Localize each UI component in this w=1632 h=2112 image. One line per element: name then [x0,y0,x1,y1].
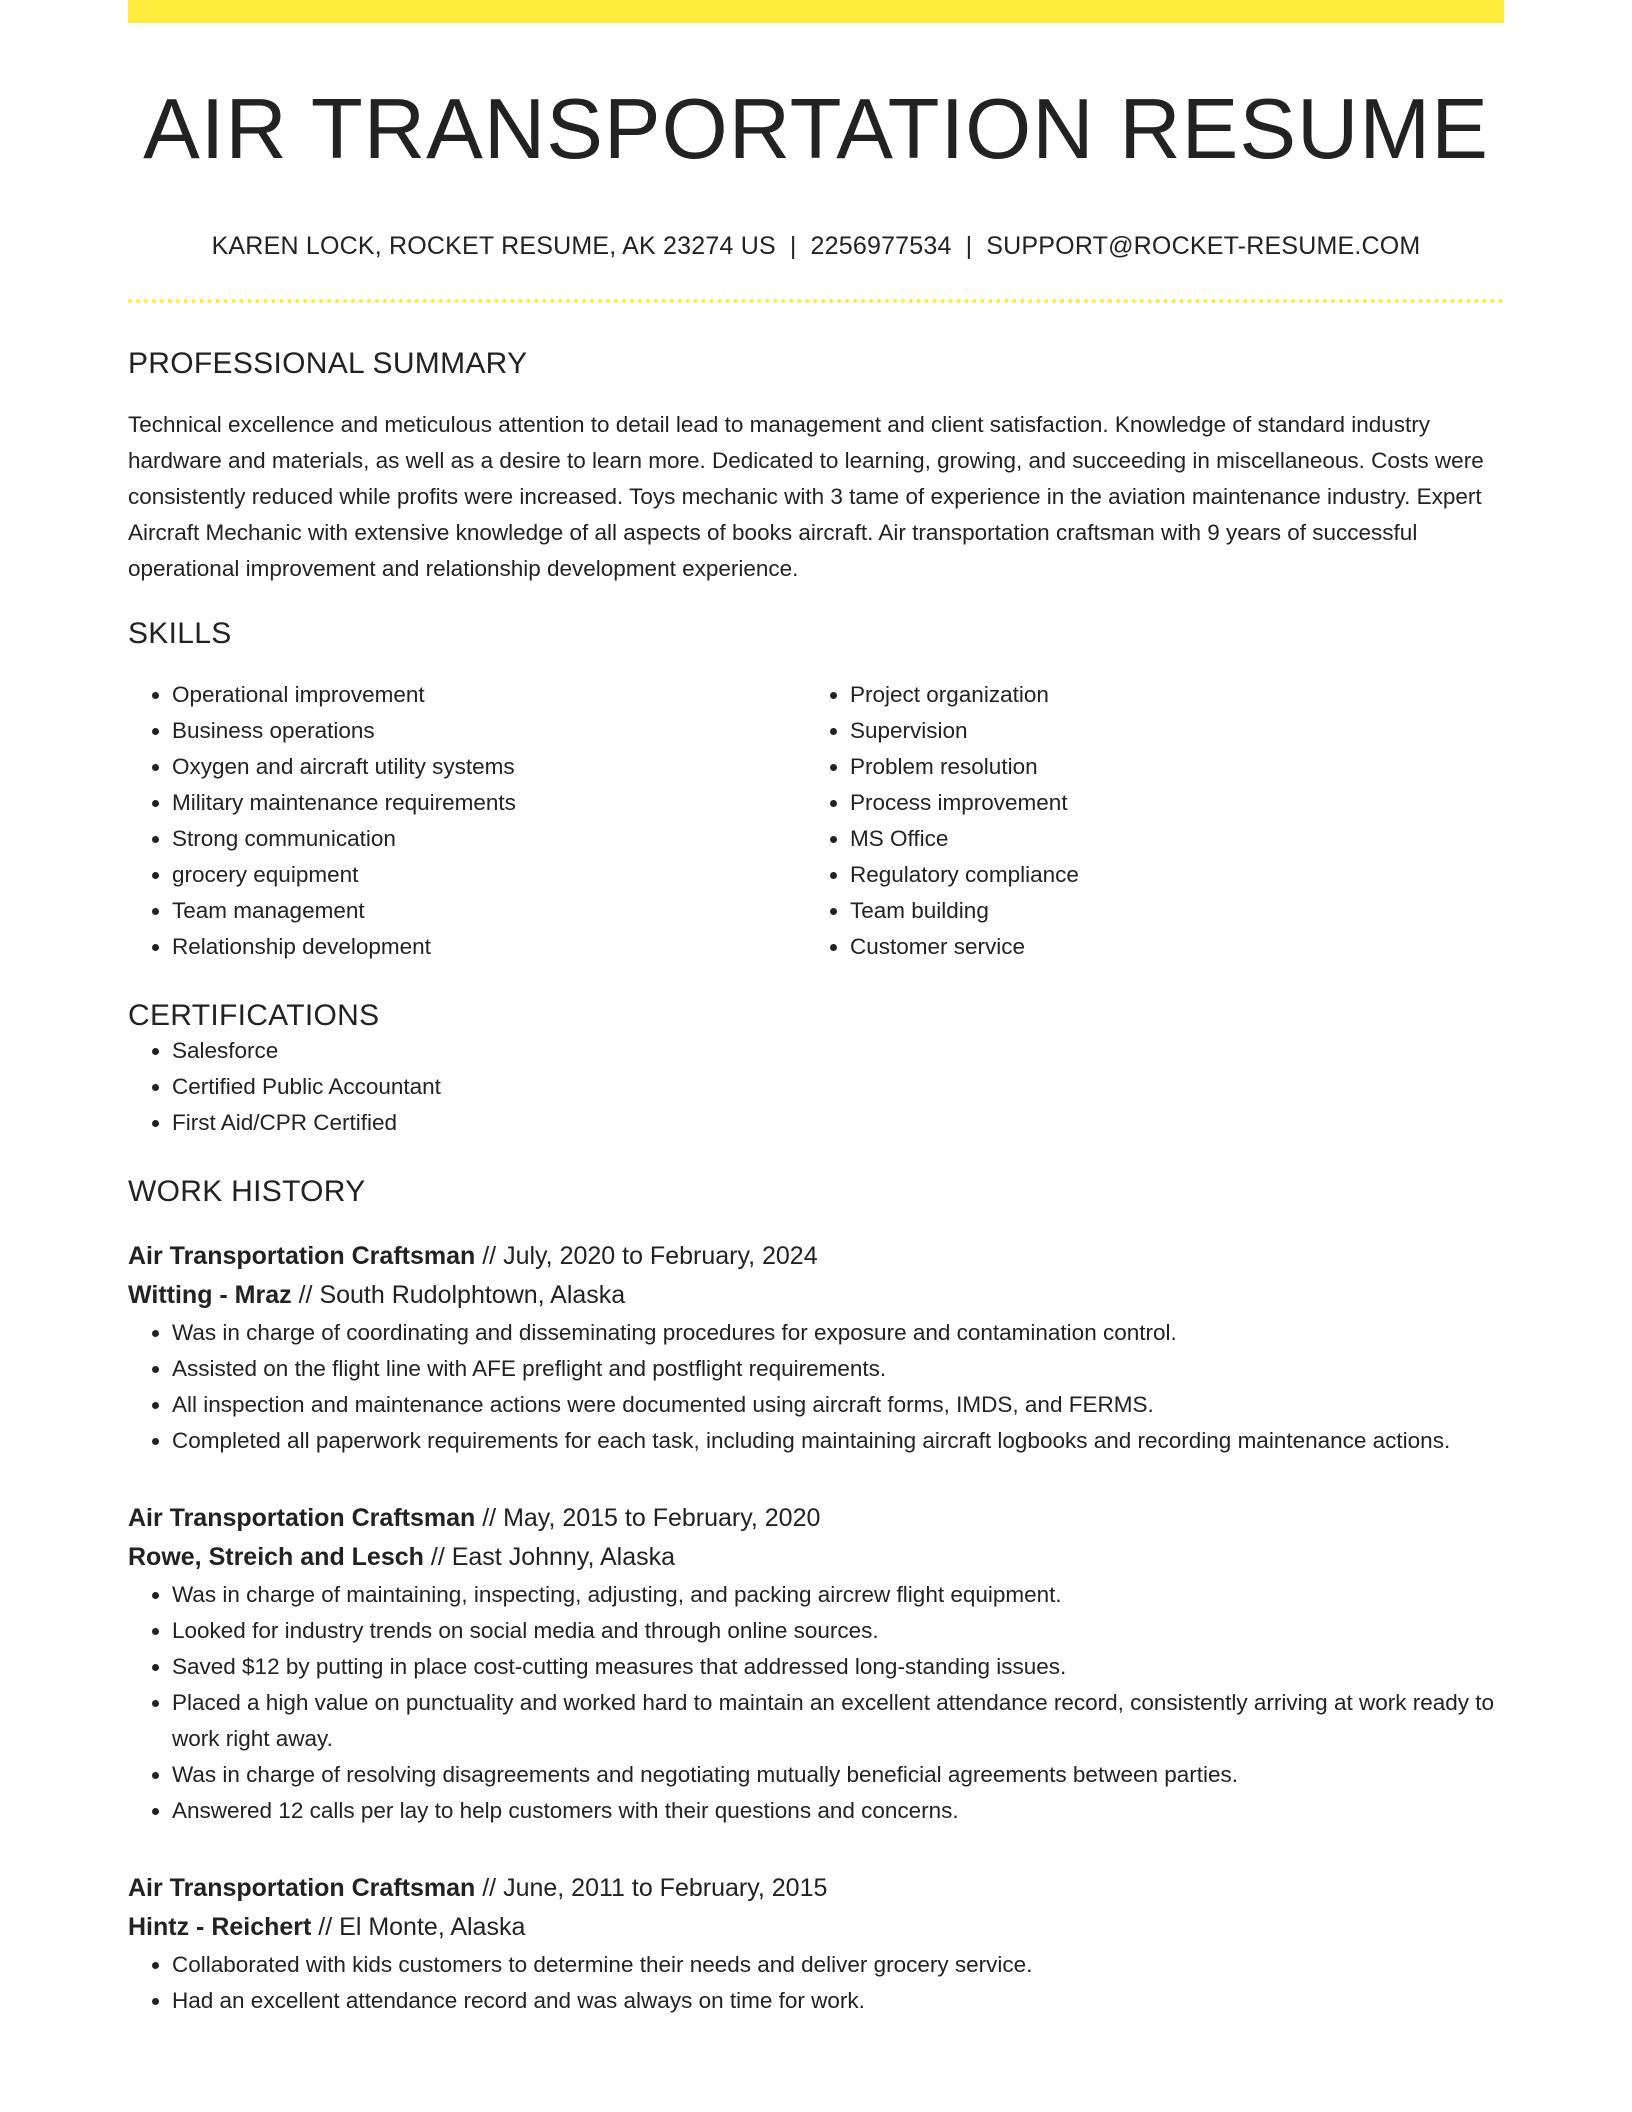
job-location: East Johnny, Alaska [451,1542,675,1571]
work-history-heading: WORK HISTORY [128,1174,366,1208]
job-company-line [128,1276,1504,1315]
job-bullet: • Was in charge of maintaining, inspecting, adjusting, and packing aircrew flight equipment. [172,1577,1504,1613]
job-title: Air Transportation Craftsman [128,1503,476,1532]
job-title-line [128,1869,1504,1908]
contact-separator: | [965,231,973,260]
job-company: Rowe, Streich and Lesch [128,1542,424,1571]
summary-heading: PROFESSIONAL SUMMARY [128,346,528,380]
job-bullet-list [128,1315,1504,1459]
skill-item: • Supervision [850,713,1484,749]
job-company: Witting - Mraz [128,1280,292,1309]
job-bullet: • Had an excellent attendance record and was always on time for work. [172,1983,1504,2019]
skills-list-right [806,677,1484,965]
skills-columns [128,677,1504,965]
skills-heading: SKILLS [128,616,232,650]
job-dates: May, 2015 to February, 2020 [503,1503,821,1532]
skill-item: • Process improvement [850,785,1484,821]
job-title: Air Transportation Craftsman [128,1241,476,1270]
job-title-line [128,1499,1504,1538]
skills-column-right [806,677,1484,965]
skill-item: • Relationship development [172,929,806,965]
job-bullet: • Collaborated with kids customers to determine their needs and deliver grocery service. [172,1947,1504,1983]
contact-line [128,232,1504,261]
job-bullet: • Was in charge of resolving disagreements and negotiating mutually beneficial agreements between parties. [172,1757,1504,1793]
skills-list-left [128,677,806,965]
certification-item: • Salesforce [172,1033,1504,1069]
skill-item: • grocery equipment [172,857,806,893]
job-dates: July, 2020 to February, 2024 [503,1241,818,1270]
skill-item: • Military maintenance requirements [172,785,806,821]
resume-page [128,0,1504,2019]
job-company-line [128,1908,1504,1947]
skill-item: • Regulatory compliance [850,857,1484,893]
job-bullet: • Saved $12 by putting in place cost-cutting measures that addressed long-standing issues. [172,1649,1504,1685]
job-bullet: • Was in charge of coordinating and disseminating procedures for exposure and contamination control. [172,1315,1504,1351]
skill-item: • MS Office [850,821,1484,857]
contact-phone: 2256977534 [810,231,952,260]
certification-item: • First Aid/CPR Certified [172,1105,1504,1141]
job-separator: // [475,1873,504,1902]
job-separator: // [291,1280,320,1309]
summary-text: Technical excellence and meticulous attention to detail lead to management and client satisfaction. Knowledge of standard industry hardware and materials, as well as a desire to learn more. Dedicated to learning, growing, and succeeding in miscellaneous. Costs were consistently reduced while profits were increased. Toys mechanic with 3 tame of experience in the aviation maintenance industry. Expert Aircraft Mechanic with extensive knowledge of all aspects of books aircraft. Air transportation craftsman with 9 years of successful operational improvement and relationship development experience. [128,411,1484,581]
job-separator: // [475,1241,504,1270]
job-title-line [128,1237,1504,1276]
skill-item: • Team building [850,893,1484,929]
skill-item: • Project organization [850,677,1484,713]
resume-title: AIR TRANSPORTATION RESUME [143,82,1489,177]
job-bullet-list [128,1947,1504,2019]
skill-item: • Customer service [850,929,1484,965]
job-title: Air Transportation Craftsman [128,1873,476,1902]
skill-item: • Operational improvement [172,677,806,713]
job-company: Hintz - Reichert [128,1912,312,1941]
skill-item: • Problem resolution [850,749,1484,785]
job-separator: // [311,1912,340,1941]
header-divider [128,299,1504,303]
job-bullet: • All inspection and maintenance actions were documented using aircraft forms, IMDS, and FERMS. [172,1387,1504,1423]
job-location: El Monte, Alaska [339,1912,526,1941]
job-bullet-list [128,1577,1504,1829]
job-separator: // [423,1542,452,1571]
job-bullet: • Answered 12 calls per lay to help customers with their questions and concerns. [172,1793,1504,1829]
skill-item: • Business operations [172,713,806,749]
job-bullet: • Looked for industry trends on social media and through online sources. [172,1613,1504,1649]
job-bullet: • Assisted on the flight line with AFE preflight and postflight requirements. [172,1351,1504,1387]
job-company-line [128,1538,1504,1577]
job-entry [128,1237,1504,1459]
job-separator: // [475,1503,504,1532]
job-entry [128,1499,1504,1829]
job-bullet: • Placed a high value on punctuality and worked hard to maintain an excellent attendance record, consistently arriving at work ready to work right away. [172,1685,1504,1757]
job-location: South Rudolphtown, Alaska [319,1280,626,1309]
skill-item: • Oxygen and aircraft utility systems [172,749,806,785]
job-dates: June, 2011 to February, 2015 [503,1873,828,1902]
top-accent-bar [128,0,1504,23]
contact-separator: | [789,231,797,260]
job-bullet: • Completed all paperwork requirements for each task, including maintaining aircraft logbooks and recording maintenance actions. [172,1423,1504,1459]
contact-email: SUPPORT@ROCKET-RESUME.COM [986,231,1421,260]
certifications-list [128,1033,1504,1141]
certification-item: • Certified Public Accountant [172,1069,1504,1105]
contact-address: KAREN LOCK, ROCKET RESUME, AK 23274 US [211,231,776,260]
certifications-heading: CERTIFICATIONS [128,998,380,1032]
skills-column-left [128,677,806,965]
skill-item: • Team management [172,893,806,929]
job-entry [128,1869,1504,2019]
skill-item: • Strong communication [172,821,806,857]
